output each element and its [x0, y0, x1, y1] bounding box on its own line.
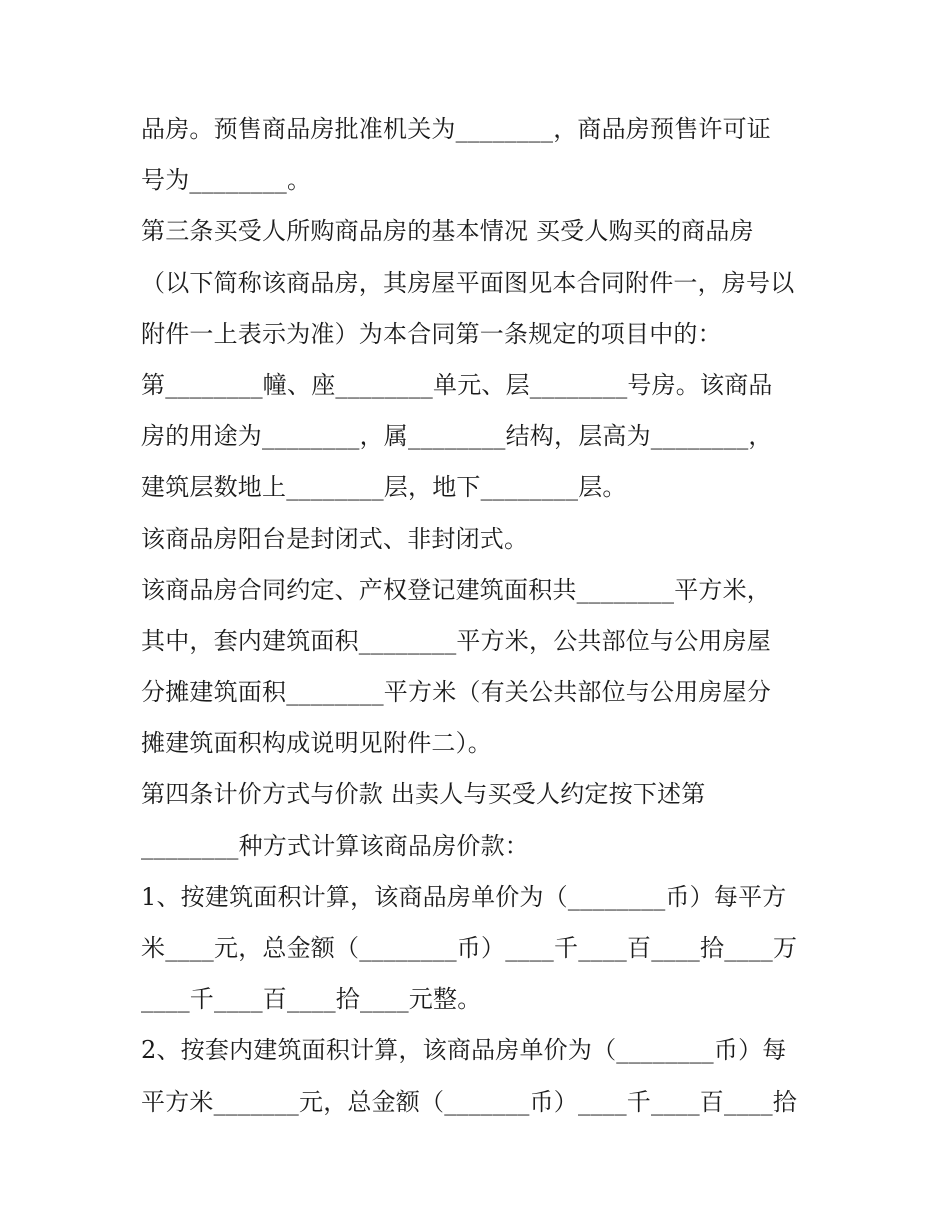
text-line-8: 建筑层数地上________层，地下________层。 [141, 473, 627, 502]
text-line-6: 第________幢、座________单元、层________号房。该商品 [141, 370, 773, 399]
text-line-1: 品房。预售商品房批准机关为________，商品房预售许可证 [141, 115, 771, 143]
text-line-10: 该商品房合同约定、产权登记建筑面积共________平方米， [141, 575, 771, 604]
text-line-19: 2、按套内建筑面积计算，该商品房单价为（________币）每 [141, 1036, 787, 1065]
text-line-11: 其中，套内建筑面积________平方米，公共部位与公用房屋 [141, 626, 771, 655]
text-line-3: 第三条买受人所购商品房的基本情况 买受人购买的商品房 [141, 217, 754, 246]
text-line-9: 该商品房阳台是封闭式、非封闭式。 [141, 524, 529, 553]
text-line-20: 平方米_______元，总金额（_______币）____千____百____拾 [141, 1087, 797, 1116]
text-line-17: 米____元，总金额（________币）____千____百____拾____万 [141, 934, 798, 962]
text-line-14: 第四条计价方式与价款 出卖人与买受人约定按下述第 [141, 780, 706, 809]
text-line-2: 号为________。 [141, 166, 312, 195]
text-line-15: ________种方式计算该商品房价款： [141, 831, 529, 860]
text-line-7: 房的用途为________，属________结构，层高为________， [141, 422, 773, 451]
text-line-18: ____千____百____拾____元整。 [141, 985, 482, 1014]
contract-text [141, 104, 831, 1128]
text-line-4: （以下简称该商品房，其房屋平面图见本合同附件一，房号以 [141, 268, 795, 297]
text-line-13: 摊建筑面积构成说明见附件二）。 [141, 729, 492, 758]
text-line-16: 1、按建筑面积计算，该商品房单价为（________币）每平方 [141, 882, 787, 911]
text-line-12: 分摊建筑面积________平方米（有关公共部位与公用房屋分 [141, 678, 771, 707]
text-line-5: 附件一上表示为准）为本合同第一条规定的项目中的： [141, 319, 722, 348]
